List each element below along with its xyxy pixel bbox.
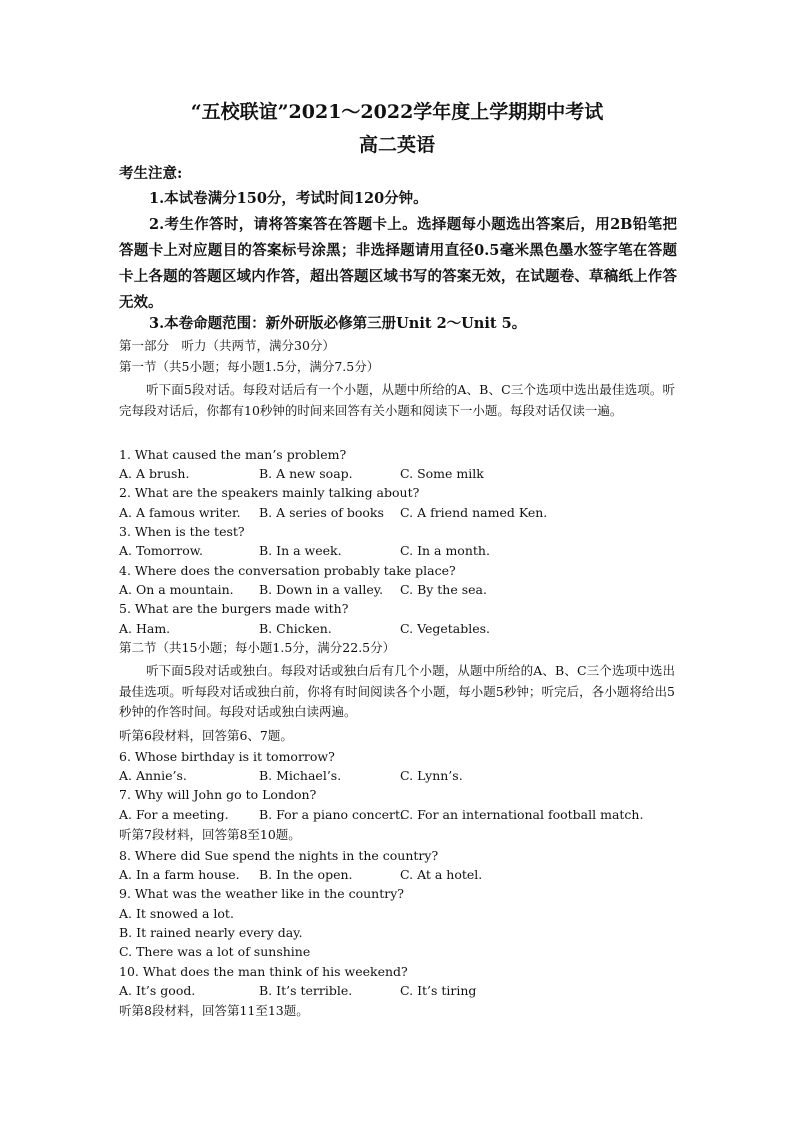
- part1-heading: 第一部分 听力（共两节，满分30分）: [119, 338, 335, 353]
- question-1-option-b: B. A new soap.: [259, 466, 353, 481]
- notice-item-1: 1.本试卷满分150分，考试时间120分钟。: [149, 190, 428, 207]
- material-6-heading: 听第6段材料，回答第6、7题。: [119, 728, 293, 743]
- exam-subject: 高二英语: [358, 134, 435, 156]
- question-8: 8. Where did Sue spend the nights in the country?: [119, 848, 439, 863]
- question-6: 6. Whose birthday is it tomorrow?: [119, 749, 335, 764]
- question-2-option-a: A. A famous writer.: [119, 505, 241, 520]
- question-5: 5. What are the burgers made with?: [119, 601, 349, 616]
- question-3-option-a: A. Tomorrow.: [119, 543, 203, 558]
- question-6-option-a: A. Annie’s.: [119, 768, 187, 783]
- question-8-option-a: A. In a farm house.: [119, 867, 240, 882]
- question-6-option-b: B. Michael’s.: [259, 768, 342, 783]
- question-10-option-c: C. It’s tiring: [400, 983, 477, 998]
- section1-instructions: 听下面5段对话。每段对话后有一个小题，从题中所给的A、B、C三个选项中选出最佳选项。听完每段对话后，你都有10秒钟的时间来回答有关小题和阅读下一小题。每段对话仅读一遍。: [119, 382, 675, 418]
- question-2-option-c: C. A friend named Ken.: [400, 505, 548, 520]
- question-9-option-b: B. It rained nearly every day.: [119, 925, 303, 940]
- question-7-option-a: A. For a meeting.: [119, 807, 229, 822]
- material-8-heading: 听第8段材料，回答第11至13题。: [119, 1003, 309, 1018]
- question-9-option-c: C. There was a lot of sunshine: [119, 944, 311, 959]
- material-7-heading: 听第7段材料，回答第8至10题。: [119, 827, 301, 842]
- question-8-option-c: C. At a hotel.: [400, 867, 483, 882]
- question-9: 9. What was the weather like in the country?: [119, 886, 404, 901]
- question-1-option-c: C. Some milk: [400, 466, 484, 481]
- question-4: 4. Where does the conversation probably take place?: [119, 563, 456, 578]
- question-5-option-c: C. Vegetables.: [400, 621, 491, 636]
- question-3: 3. When is the test?: [119, 524, 245, 539]
- question-10-option-a: A. It’s good.: [119, 983, 196, 998]
- question-5-option-b: B. Chicken.: [259, 621, 332, 636]
- question-4-option-b: B. Down in a valley.: [259, 582, 384, 597]
- notice-item-2: 2.考生作答时，请将答案答在答题卡上。选择题每小题选出答案后，用2B铅笔把答题卡上对应题目的答案标号涂黑；非选择题请用直径0.5毫米黑色墨水签字笔在答题卡上各题的答题区域内作答，超出答题区域书写的答案无效，在试题卷、草稿纸上作答无效。: [119, 216, 677, 311]
- question-8-option-b: B. In the open.: [259, 867, 353, 882]
- question-4-option-a: A. On a mountain.: [119, 582, 234, 597]
- question-2-option-b: B. A series of books: [259, 505, 384, 520]
- question-7-option-b: B. For a piano concert.: [259, 807, 404, 822]
- question-7-option-c: C. For an international football match.: [400, 807, 644, 822]
- exam-title: “五校联谊”2021～2022学年度上学期期中考试: [190, 101, 604, 123]
- section2-heading: 第二节（共15小题；每小题1.5分，满分22.5分）: [119, 640, 396, 655]
- question-6-option-c: C. Lynn’s.: [400, 768, 463, 783]
- question-9-option-a: A. It snowed a lot.: [119, 906, 234, 921]
- question-2: 2. What are the speakers mainly talking about?: [119, 485, 420, 500]
- question-10: 10. What does the man think of his weekend?: [119, 964, 408, 979]
- section1-heading: 第一节（共5小题；每小题1.5分，满分7.5分）: [119, 359, 380, 374]
- question-3-option-c: C. In a month.: [400, 543, 490, 558]
- question-1-option-a: A. A brush.: [119, 466, 190, 481]
- notice-label: 考生注意:: [119, 165, 183, 182]
- question-10-option-b: B. It’s terrible.: [259, 983, 353, 998]
- notice-item-3: 3.本卷命题范围：新外研版必修第三册Unit 2～Unit 5。: [149, 315, 527, 332]
- question-7: 7. Why will John go to London?: [119, 787, 317, 802]
- question-4-option-c: C. By the sea.: [400, 582, 487, 597]
- question-5-option-a: A. Ham.: [119, 621, 171, 636]
- question-3-option-b: B. In a week.: [259, 543, 342, 558]
- question-1: 1. What caused the man’s problem?: [119, 447, 347, 462]
- section2-instructions: 听下面5段对话或独白。每段对话或独白后有几个小题，从题中所给的A、B、C三个选项中选出最佳选项。听每段对话或独白前，你将有时间阅读各个小题，每小题5秒钟；听完后，各小题将给出5秒钟的作答时间。每段对话或独白读两遍。: [119, 663, 675, 719]
